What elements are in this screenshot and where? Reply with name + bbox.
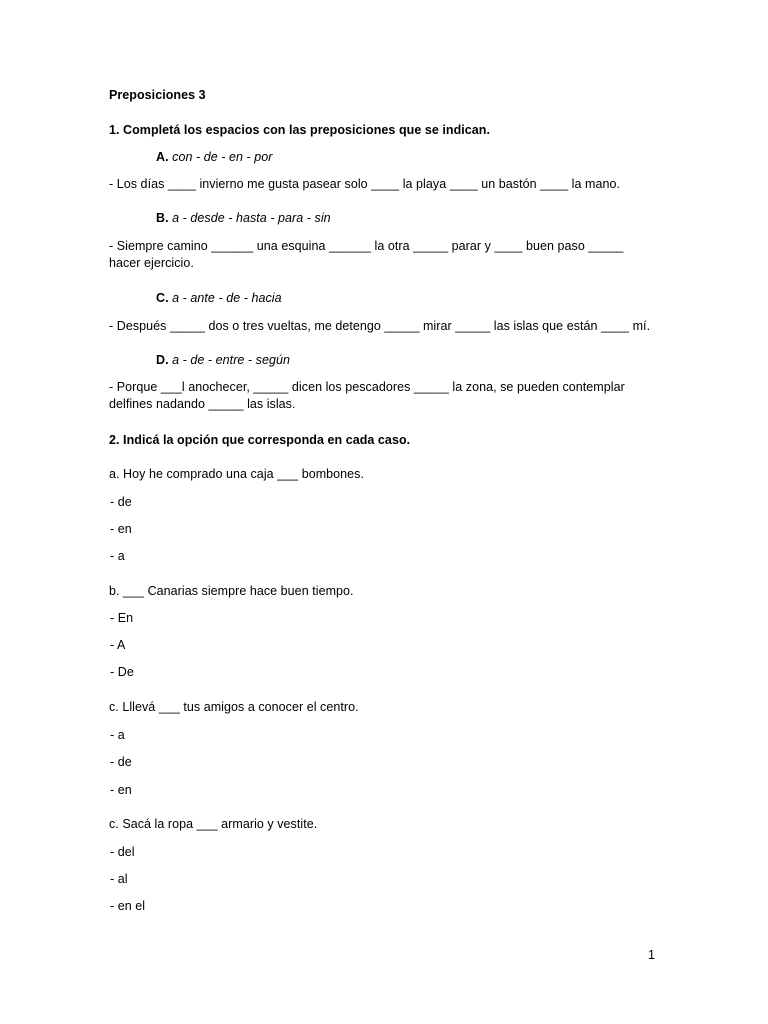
group-d-options: a - de - entre - según (172, 353, 290, 367)
question-c-option-3: - en (110, 783, 132, 797)
question-d-option-2: - al (110, 872, 128, 886)
question-c-option-2: - de (110, 755, 132, 769)
question-d-option-3: - en el (110, 899, 146, 913)
group-c-options-line (156, 290, 282, 307)
question-c: c. Lllevá ___ tus amigos a conocer el centro. (109, 700, 359, 714)
group-a-letter: A. (156, 150, 169, 164)
question-a-option-2: - en (110, 522, 132, 536)
question-d-option-1: - del (110, 845, 135, 859)
group-c-sentence: - Después _____ dos o tres vueltas, me detengo _____ mirar _____ las islas que están ____ mí. (109, 319, 651, 333)
question-a: a. Hoy he comprado una caja ___ bombones. (109, 467, 364, 481)
group-b-sentence: - Siempre camino ______ una esquina ______ la otra _____ parar y ____ buen paso _____ hacer ejercicio. (109, 239, 624, 270)
question-a-option-3: - a (110, 549, 125, 563)
group-b-letter: B. (156, 211, 169, 225)
exercise-1-heading: 1. Completá los espacios con las preposiciones que se indican. (109, 123, 490, 137)
question-a-option-1: - de (110, 495, 132, 509)
group-d-letter: D. (156, 353, 169, 367)
question-b-option-3: - De (110, 665, 134, 679)
question-c-option-1: - a (110, 728, 125, 742)
group-d-sentence: - Porque ___l anochecer, _____ dicen los pescadores _____ la zona, se pueden contemplar delfines nadando _____ las islas. (109, 380, 625, 411)
question-b-option-2: - A (110, 638, 126, 652)
group-c-letter: C. (156, 291, 169, 305)
exercise-2-heading: 2. Indicá la opción que corresponda en cada caso. (109, 433, 411, 447)
group-a-options: con - de - en - por (172, 150, 273, 164)
question-b: b. ___ Canarias siempre hace buen tiempo. (109, 584, 354, 598)
group-c-options: a - ante - de - hacia (172, 291, 282, 305)
group-d-options-line (156, 352, 290, 369)
question-d: c. Sacá la ropa ___ armario y vestite. (109, 817, 318, 831)
group-b-options-line (156, 210, 331, 227)
group-a-options-line (156, 149, 272, 166)
page-number: 1 (648, 948, 655, 962)
document-title: Preposiciones 3 (109, 88, 206, 102)
group-a-sentence: - Los días ____ invierno me gusta pasear solo ____ la playa ____ un bastón ____ la mano. (109, 177, 620, 191)
question-b-option-1: - En (110, 611, 134, 625)
group-b-options: a - desde - hasta - para - sin (172, 211, 331, 225)
